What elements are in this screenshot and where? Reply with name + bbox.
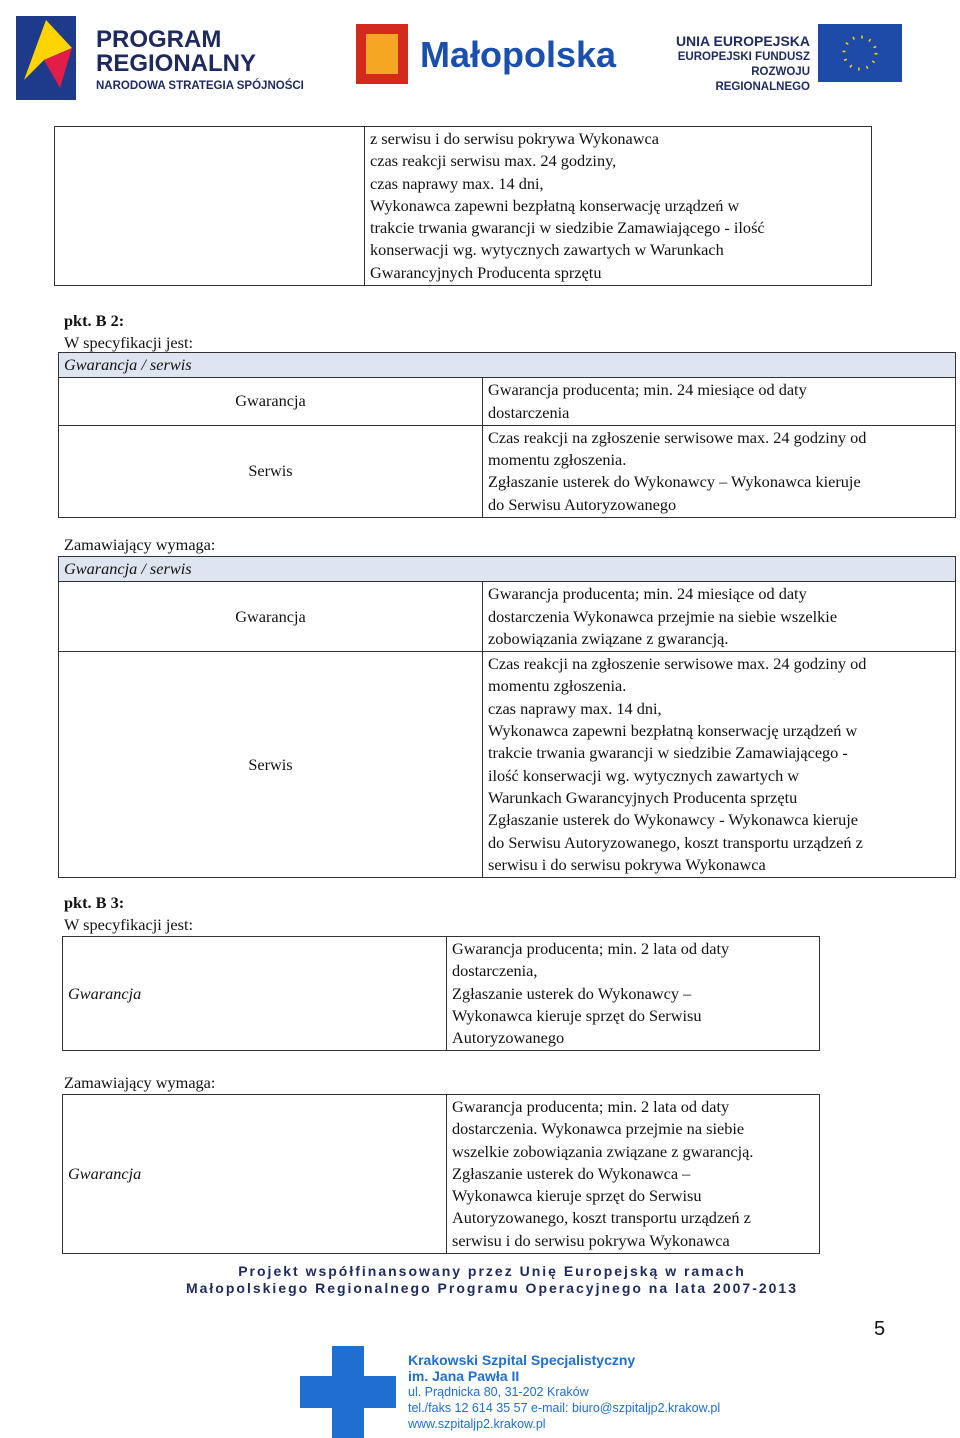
text-line: do Serwisu Autoryzowanego, koszt transportu urządzeń z (488, 832, 863, 852)
b3-warranty: Gwarancja (63, 937, 447, 1051)
b2-spec-service (483, 425, 956, 517)
text-line: Autoryzowanego, koszt transportu urządzeń z (452, 1208, 751, 1228)
text-line: serwisu i do serwisu pokrywa Wykonawca (452, 1230, 730, 1250)
text-line: Zgłaszanie usterek do Wykonawcy – Wykonawca kieruje (488, 472, 861, 492)
text-line: Czas reakcji na zgłoszenie serwisowe max. 24 godziny od (488, 654, 867, 674)
hospital-name: Krakowski Szpital Specjalistyczny (408, 1352, 636, 1368)
b2-service: Serwis (59, 425, 483, 517)
b2-req-section: Gwarancja / serwis (59, 557, 956, 582)
malopolska-text: Małopolska (420, 34, 617, 75)
b2-req-service-label: Serwis (59, 652, 483, 878)
eu-line3: ROZWOJU REGIONALNEGO (715, 66, 810, 93)
eu-line2: EUROPEJSKI FUNDUSZ (677, 51, 810, 63)
b2-heading (64, 310, 193, 355)
b2-req-table (58, 556, 956, 878)
text-line: Gwarancyjnych Producenta sprzętu (370, 262, 602, 282)
text-line: Zgłaszanie usterek do Wykonawcy - Wykonawca kieruje (488, 810, 858, 830)
program-line3: NARODOWA STRATEGIA SPÓJNOŚCI (96, 80, 304, 92)
text-line: czas naprawy max. 14 dni, (488, 698, 662, 718)
text-line: wszelkie zobowiązania związane z gwarancją. (452, 1141, 754, 1161)
text-line: Gwarancja producenta; min. 24 miesiące od daty (488, 380, 807, 400)
b3-heading (64, 892, 193, 937)
footer-line2: Małopolskiego Regionalnego Programu Operacyjnego na lata 2007-2013 (185, 1280, 799, 1296)
text-line: Gwarancja producenta; min. 24 miesiące od daty (488, 584, 807, 604)
text-line: dostarczenia, (452, 961, 538, 981)
text-line: dostarczenia. Wykonawca przejmie na siebie (452, 1119, 745, 1139)
hospital-cross-icon (300, 1346, 396, 1438)
text-line: trakcie trwania gwarancji w siedzibie Zamawiającego - ilość (370, 218, 765, 238)
text-line: dostarczenia Wykonawca przejmie na siebie wszelkie (488, 606, 838, 626)
text-line: Wykonawca zapewni bezpłatną konserwację urządzeń w (370, 195, 740, 215)
text-line: serwisu i do serwisu pokrywa Wykonawca (488, 854, 766, 874)
eu-line1: UNIA EUROPEJSKA (675, 33, 810, 49)
b3-order-label: Zamawiający wymaga: (64, 1073, 216, 1092)
text-line: Czas reakcji na zgłoszenie serwisowe max. 24 godziny od (488, 427, 867, 447)
program-line1: PROGRAM (96, 26, 222, 53)
program-line2: REGIONALNY (96, 50, 257, 77)
text-line: Wykonawca kieruje sprzęt do Serwisu (452, 1005, 702, 1025)
b3-spec-label: W specyfikacji jest: (64, 915, 194, 935)
b3-req-table (62, 1094, 820, 1254)
text-line: z serwisu i do serwisu pokrywa Wykonawca (370, 129, 659, 148)
hospital-info (408, 1352, 720, 1432)
text-line: Zgłaszanie usterek do Wykonawca – (452, 1163, 691, 1183)
b3-title: pkt. B 3: (64, 893, 125, 912)
text-line: do Serwisu Autoryzowanego (488, 494, 677, 514)
text-line: konserwacji wg. wytycznych zawartych w Warunkach (370, 240, 724, 260)
text-line: Autoryzowanego (452, 1028, 565, 1048)
b2-section: Gwarancja / serwis (59, 353, 956, 378)
text-line: trakcie trwania gwarancji w siedzibie Zamawiającego - (488, 743, 848, 763)
page-number: 5 (874, 1318, 886, 1340)
footer-line1: Projekt współfinansowany przez Unię Europejską w ramach (238, 1263, 746, 1279)
text-line: Gwarancja producenta; min. 2 lata od daty (452, 1097, 730, 1116)
text-line: Wykonawca zapewni bezpłatną konserwację urządzeń w (488, 721, 858, 741)
text-line: momentu zgłoszenia. (488, 676, 627, 696)
text-line: ilość konserwacji wg. wytycznych zawartych w (488, 765, 800, 785)
footer-cofinance (0, 1263, 960, 1297)
b2-req-warranty-label: Gwarancja (59, 582, 483, 652)
text-line: czas reakcji serwisu max. 24 godziny, (370, 151, 617, 171)
b2-req-service (483, 652, 956, 878)
b2-spec-table (58, 352, 956, 518)
b2-order-label: Zamawiający wymaga: (64, 535, 216, 554)
b2-spec-warranty (483, 378, 956, 426)
b3-spec-table (62, 936, 820, 1051)
text-line: momentu zgłoszenia. (488, 450, 627, 470)
b3-req (447, 1095, 820, 1254)
text-line: Zgłaszanie usterek do Wykonawcy – (452, 983, 692, 1003)
text-line: dostarczenia (488, 402, 570, 422)
text-line: Warunkach Gwarancyjnych Producenta sprzętu (488, 787, 798, 807)
b2-req-warranty (483, 582, 956, 652)
hospital-address: ul. Prądnicka 80, 31-202 Kraków (408, 1385, 589, 1399)
b3-spec (447, 937, 820, 1051)
hospital-patron: im. Jana Pawła II (408, 1368, 520, 1384)
text-line: czas naprawy max. 14 dni, (370, 173, 544, 193)
b2-spec-label: W specyfikacji jest: (64, 333, 194, 353)
top-cell (365, 127, 872, 286)
eu-flag-icon (818, 24, 902, 82)
text-line: Gwarancja producenta; min. 2 lata od daty (452, 939, 730, 958)
text-line: zobowiązania związane z gwarancją. (488, 628, 729, 648)
b2-title: pkt. B 2: (64, 311, 125, 330)
b2-warranty: Gwarancja (59, 378, 483, 426)
eu-text (668, 32, 810, 95)
b3-req-warranty: Gwarancja (63, 1095, 447, 1254)
hospital-contact: tel./faks 12 614 35 57 e-mail: biuro@szpitaljp2.krakow.pl (408, 1401, 721, 1415)
top-table (54, 126, 872, 286)
hospital-www: www.szpitaljp2.krakow.pl (408, 1417, 546, 1431)
text-line: Wykonawca kieruje sprzęt do Serwisu (452, 1186, 702, 1206)
